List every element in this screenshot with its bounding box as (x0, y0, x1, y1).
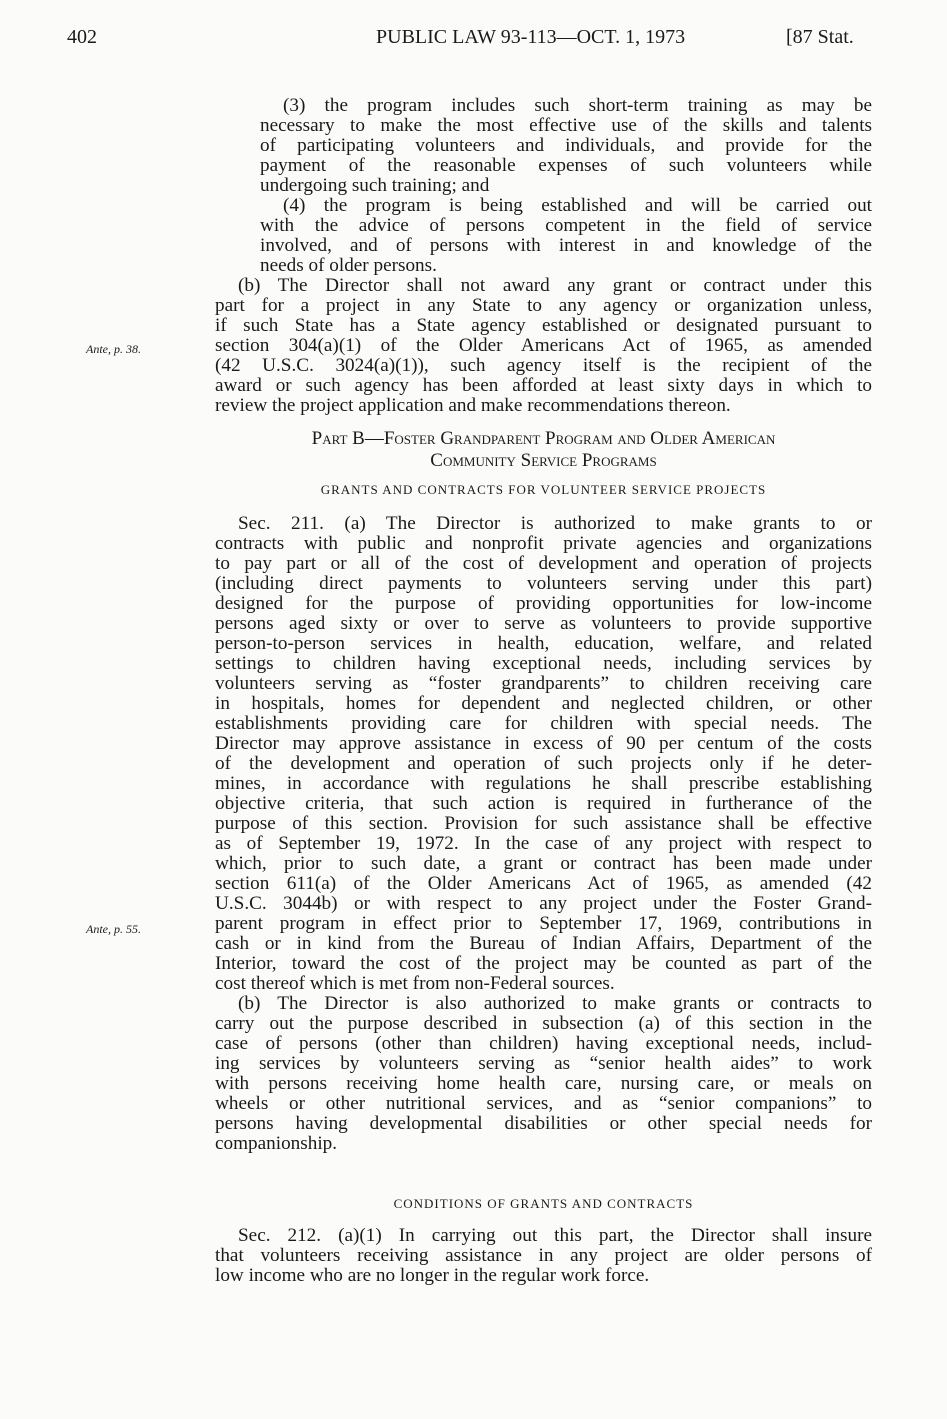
text-line: if such State has a State agency established or designated pursuant to (215, 315, 872, 336)
text-line: purpose of this section. Provision for such assistance shall be effective (215, 813, 872, 834)
text-line: case of persons (other than children) having exceptional needs, includ- (215, 1033, 872, 1054)
text-line: section 304(a)(1) of the Older Americans Act of 1965, as amended (215, 335, 872, 356)
text-line: which, prior to such date, a grant or contract has been made under (215, 853, 872, 874)
text-line: section 611(a) of the Older Americans Act of 1965, as amended (42 (215, 873, 872, 894)
text-line: award or such agency has been afforded at least sixty days in which to (215, 375, 872, 396)
text-line: U.S.C. 3044b) or with respect to any project under the Foster Grand- (215, 893, 872, 914)
section-211-b (215, 994, 872, 1154)
text-line: Director may approve assistance in excess of 90 per centum of the costs (215, 733, 872, 754)
text-line: to pay part or all of the cost of development and operation of projects (215, 553, 872, 574)
text-line: involved, and of persons with interest in and knowledge of the (260, 235, 872, 256)
paragraph-4 (215, 196, 872, 276)
text-line: undergoing such training; and (260, 175, 490, 196)
text-line: of participating volunteers and individuals, and provide for the (260, 135, 872, 156)
text-line: designed for the purpose of providing opportunities for low-income (215, 593, 872, 614)
text-line: Sec. 211. (a) The Director is authorized to make grants to or (238, 513, 872, 534)
section-212 (215, 1226, 872, 1286)
text-line: (4) the program is being established and will be carried out (283, 195, 872, 216)
text-line: of the development and operation of such projects only if he deter- (215, 753, 872, 774)
volume-reference: [87 Stat. (786, 26, 854, 48)
text-line: (including direct payments to volunteers serving under this part) (215, 573, 872, 594)
part-heading (215, 428, 872, 472)
text-line: persons aged sixty or over to serve as volunteers to provide supportive (215, 613, 872, 634)
paragraph-b (215, 276, 872, 416)
text-line: cash or in kind from the Bureau of Indian Affairs, Department of the (215, 933, 872, 954)
text-line: volunteers serving as “foster grandparents” to children receiving care (215, 673, 872, 694)
page-number: 402 (67, 26, 97, 48)
text-line: with persons receiving home health care, nursing care, or meals on (215, 1073, 872, 1094)
text-line: payment of the reasonable expenses of such volunteers while (260, 155, 872, 176)
text-line: with the advice of persons competent in the field of service (260, 215, 872, 236)
text-line: person-to-person services in health, education, welfare, and related (215, 633, 872, 654)
text-line: (b) The Director is also authorized to make grants or contracts to (238, 993, 872, 1014)
text-line: low income who are no longer in the regular work force. (215, 1265, 650, 1286)
text-line: contracts with public and nonprofit private agencies and organizations (215, 533, 872, 554)
text-line: in hospitals, homes for dependent and neglected children, or other (215, 693, 872, 714)
section-heading: CONDITIONS OF GRANTS AND CONTRACTS (393, 1196, 694, 1211)
text-line: carry out the purpose described in subsection (a) of this section in the (215, 1013, 872, 1034)
text-line: (42 U.S.C. 3024(a)(1)), such agency itself is the recipient of the (215, 355, 872, 376)
body-text (215, 96, 872, 1286)
text-line: Interior, toward the cost of the project may be counted as part of the (215, 953, 872, 974)
section-heading: GRANTS AND CONTRACTS FOR VOLUNTEER SERVICE PROJECTS (320, 482, 767, 497)
paragraph-3 (215, 96, 872, 196)
text-line: review the project application and make recommendations thereon. (215, 395, 731, 416)
text-line: Sec. 212. (a)(1) In carrying out this part, the Director shall insure (238, 1225, 872, 1246)
part-heading-line: Part B—Foster Grandparent Program and Older American (311, 428, 776, 449)
text-line: objective criteria, that such action is required in furtherance of the (215, 793, 872, 814)
text-line: (b) The Director shall not award any grant or contract under this (238, 275, 872, 296)
text-line: needs of older persons. (260, 255, 437, 276)
text-line: companionship. (215, 1133, 338, 1154)
margin-note: Ante, p. 38. (86, 342, 141, 356)
text-line: wheels or other nutritional services, and as “senior companions” to (215, 1093, 872, 1114)
running-title: PUBLIC LAW 93-113—OCT. 1, 1973 (376, 26, 686, 48)
text-line: as of September 19, 1972. In the case of any project with respect to (215, 833, 872, 854)
text-line: part for a project in any State to any agency or organization unless, (215, 295, 872, 316)
text-line: ing services by volunteers serving as “senior health aides” to work (215, 1053, 872, 1074)
text-line: mines, in accordance with regulations he shall prescribe establishing (215, 773, 872, 794)
text-line: parent program in effect prior to September 17, 1969, contributions in (215, 913, 872, 934)
text-line: establishments providing care for children with special needs. The (215, 713, 872, 734)
text-line: necessary to make the most effective use of the skills and talents (260, 115, 872, 136)
part-heading-line: Community Service Programs (430, 450, 657, 471)
text-line: persons having developmental disabilities or other special needs for (215, 1113, 872, 1134)
margin-note: Ante, p. 55. (86, 922, 141, 936)
section-211-a (215, 514, 872, 994)
text-line: settings to children having exceptional needs, including services by (215, 653, 872, 674)
text-line: that volunteers receiving assistance in any project are older persons of (215, 1245, 872, 1266)
text-line: cost thereof which is met from non-Federal sources. (215, 973, 615, 994)
text-line: (3) the program includes such short-term training as may be (283, 95, 872, 116)
